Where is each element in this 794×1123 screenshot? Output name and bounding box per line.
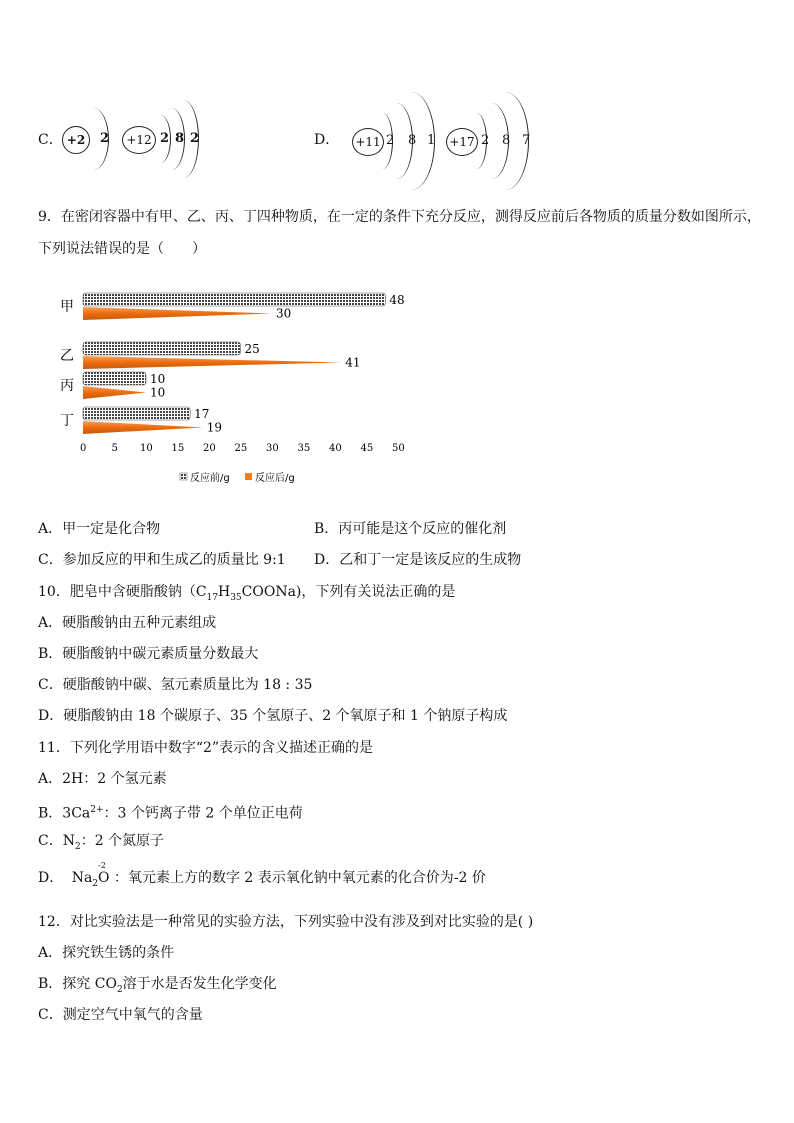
bar-after [83,421,203,434]
legend-swatch [180,473,187,480]
q11-stem: 11．下列化学用语中数字“2”表示的含义描述正确的是 [38,740,374,756]
x-tick-label: 20 [203,443,216,454]
q9-bar-chart [55,285,415,490]
x-tick-label: 30 [266,443,279,454]
data-label-after: 10 [150,385,166,400]
q9-stem-line1: 9．在密闭容器中有甲、乙、丙、丁四种物质，在一定的条件下充分反应，测得反应前后各物质的质量分数如图所示， [38,209,761,225]
q11-option-d[interactable]: D． $Na_2$ -2 O ：氧元素上方的数字 2 表示氧化钠中氧元素的化合价为-2 价 [38,869,486,893]
nucleus-charge: +11 [355,135,381,149]
electron-count: 1 [427,133,436,148]
data-label-after: 19 [206,420,222,435]
electron-count: 2 [160,131,170,146]
data-label-before: 48 [389,293,405,307]
q12-stem: 12．对比实验法是一种常见的实验方法，下列实验中没有涉及到对比实验的是( ) [38,914,534,930]
category-label: 丁 [60,413,74,429]
q8-option-c-label: C． [38,132,63,148]
electron-count: 2 [386,133,395,148]
category-label: 丙 [60,378,74,394]
bar-after [83,386,146,399]
sodium-oxide-formula: $Na_2$ -2 O [71,861,110,889]
x-tick-label: 50 [392,443,405,454]
q8-option-d-label: D． [314,132,340,148]
q9-option-c[interactable]: C．参加反应的甲和生成乙的质量比 9:1 [38,552,286,568]
bar-after [83,307,272,320]
nucleus-charge: +17 [449,135,475,149]
bar-before [83,342,241,355]
category-label: 乙 [60,348,74,364]
category-label: 甲 [60,299,74,315]
electron-count: 8 [408,133,417,148]
nucleus-charge: +12 [126,133,152,147]
x-tick-label: 5 [111,443,118,454]
q12-option-c[interactable]: C．测定空气中氧气的含量 [38,1007,203,1023]
electron-count: 7 [522,133,531,148]
bar-before [83,372,146,385]
electron-count: 2 [100,131,110,146]
bar-before [83,407,190,420]
x-tick-label: 35 [297,443,311,454]
q9-stem-line2: 下列说法错误的是（ ） [38,241,206,257]
legend-swatch [245,473,252,480]
q11-option-c[interactable]: C．$N_2$：2 个氮原子 [38,833,165,852]
x-tick-label: 15 [171,443,185,454]
bar-after [83,356,341,369]
data-label-after: 41 [345,355,361,370]
q11-option-a[interactable]: A．2H：2 个氢元素 [38,771,167,787]
q10-option-b[interactable]: B．硬脂酸钠中碳元素质量分数最大 [38,646,259,662]
data-label-before: 10 [150,372,166,386]
x-tick-label: 0 [80,443,87,454]
bar-before [83,293,385,306]
q10-stem: 10．肥皂中含硬脂酸钠$(C_{17}H_{35}COONa)$，下列有关说法正确的是 [38,584,456,603]
q10-option-c[interactable]: C．硬脂酸钠中碳、氢元素质量比为 18 : 35 [38,677,313,693]
legend-label: 反应后/g [255,473,295,484]
electron-count: 2 [481,133,490,148]
q9-option-b[interactable]: B．丙可能是这个反应的催化剂 [314,521,507,537]
q9-option-a[interactable]: A．甲一定是化合物 [38,521,161,537]
q12-option-b[interactable]: B．探究 $CO_2$溶于水是否发生化学变化 [38,976,277,995]
q10-option-d[interactable]: D．硬脂酸钠由 18 个碳原子、35 个氢原子、2 个氧原子和 1 个钠原子构成 [38,708,508,724]
data-label-before: 25 [244,342,260,356]
q12-option-a[interactable]: A．探究铁生锈的条件 [38,945,175,961]
electron-count: 8 [502,133,511,148]
q9-option-d[interactable]: D．乙和丁一定是该反应的生成物 [314,552,522,568]
x-tick-label: 10 [140,443,153,454]
nucleus-charge: +2 [66,133,86,147]
electron-count: 2 [190,131,200,146]
x-tick-label: 25 [234,443,248,454]
q11-option-b[interactable]: B．$3Ca^{2+}$：3 个钙离子带 2 个单位正电荷 [38,805,303,822]
x-tick-label: 40 [329,443,342,454]
data-label-before: 17 [194,407,210,421]
q10-option-a[interactable]: A．硬脂酸钠由五种元素组成 [38,615,217,631]
data-label-after: 30 [276,306,292,321]
electron-count: 8 [175,131,185,146]
x-tick-label: 45 [360,443,374,454]
legend-label: 反应前/g [190,473,230,484]
